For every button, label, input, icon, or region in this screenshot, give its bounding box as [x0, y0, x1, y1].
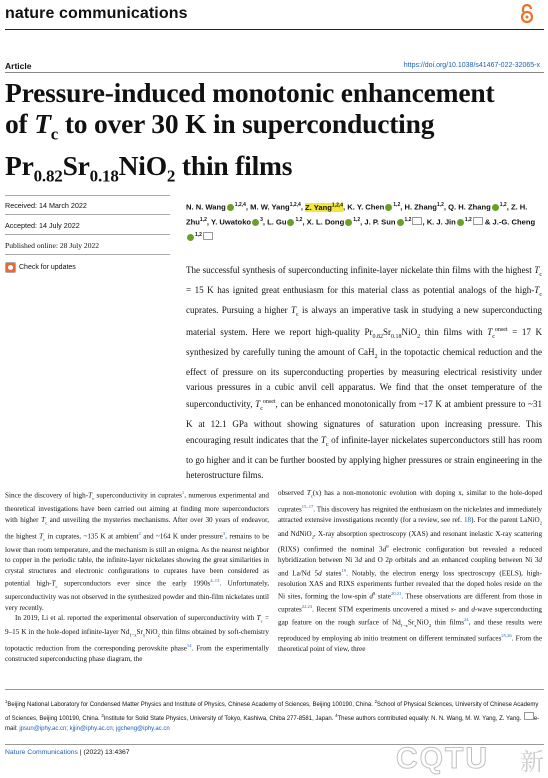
sidebar-rule	[5, 234, 170, 235]
published-date: Published online: 28 July 2022	[5, 241, 100, 250]
footer-citation: Nature Communications | (2022) 13:4367	[5, 749, 130, 756]
body-column-left: Since the discovery of high-$T_c$ superconductivity in cuprates$^1$, numerous experimental and theoretical investigations have been carried out aiming at finding more superconductors with higher $T_c$ and unveiling the mysteries mechanisms. After over 30 years of endeavor, the highest $T_c$ in cuprates, ~135 K at ambient$^2$ and ~164 K under pressure$^3$, remains to be lower than room temperature, and the mechanism is still an enigma. As the nearest neighbor to copper in the periodic table, the infinite-layer nickelates showing the great similarities in crystal structures and electronic configurations to cuprates have been considered as potential high-$T_c$ superconductors ever since the early 1990s$^{4-13}$. Unfortunately, superconductivity was not observed in the synthesized powder and thin-film nickelates until very recently. In 2019, Li et al. reported the experimental observation of superconductivity with $T_c = 9-15$ K in the hole-doped infinite-layer $Nd_{1-x}Sr_xNiO_2$ thin films obtained by soft-chemistry topotactic reduction from the corresponding perovskite phase$^{14}$. From the experimentally constructed superconducting phase diagram, the	[5, 490, 270, 663]
highlighted-author: Z. Yang$^{1,2,4}$	[305, 202, 344, 212]
title-line-1: Pressure-induced monotonic enhancement	[5, 77, 495, 108]
orcid-icon	[345, 219, 352, 226]
orcid-icon	[252, 219, 259, 226]
abstract: The successful synthesis of superconducting infinite-layer nickelate thin films with the highest $T_c = 15$ K has ignited great enthusiasm for this material class as potential analogs of the high-$T_c$ cuprates. Pursuing a higher $T_c$ is always an imperative task in studying a new superconducting material system. Here we report high-quality $Pr_{0.82}Sr_{0.18}NiO_2$ thin films with $T_c^{onset} = 17$ K synthesized by carefully tuning the amount of CaH$_2$ in the topotactic chemical reduction and the effect of pressure on its superconducting properties by measuring electrical resistivity under various pressures in a cubic anvil cell apparatus. We find that the onset temperature of the superconductivity, $T_c^{onset}$, can be enhanced monotonically from ~17 K at ambient pressure to ~31 K at 12.1 GPa without showing signatures of saturation upon increasing pressure. This encouraging result indicates that the $T_c$ of infinite-layer nickelates superconductors still has room to go higher and it can be further boosted by applying higher pressures or strain engineering in the heterostructure films.	[186, 265, 542, 480]
email-icon	[524, 712, 534, 720]
email-icon	[203, 232, 213, 240]
title-rule	[5, 72, 544, 73]
email-links[interactable]: jpsun@iphy.ac.cn; kjjin@iphy.ac.cn; jgcheng@iphy.ac.cn	[19, 726, 170, 732]
email-icon	[473, 217, 483, 225]
footnote-rule	[5, 689, 544, 690]
open-access-icon	[519, 4, 535, 24]
title-line-2: of $T_c$ to over 30 K in superconducting	[5, 108, 435, 144]
orcid-icon	[227, 204, 234, 211]
title-line-3: $Pr_{0.82}Sr_{0.18}NiO_2$ thin films	[5, 149, 293, 185]
orcid-icon	[457, 219, 464, 226]
author-list: N. N. Wang $^{1,2,4}$, M. W. Yang$^{1,2,4}$, Z. Yang$^{1,2,4}$, K. Y. Chen $^{1,2}$, H. Zhang$^{1,2}$, Q. H. Zhang $^{1,2}$, Z. H. Zhu$^{1,2}$, Y. Uwatoko $^3$, L. Gu $^{1,2}$, X. L. Dong $^{1,2}$, J. P. Sun $^{1,2}$ , K. J. Jin $^{1,2}$ & J.-G. Cheng$^{1,2}$	[186, 199, 542, 244]
sidebar-rule	[5, 254, 170, 255]
body-column-right: observed $T_c(x)$ has a non-monotonic evolution with doping x, similar to the hole-doped cuprates$^{15-17}$. This discovery has reignited the enthusiasm on the nickelates and immediately attracted extensive investigations recently (for a review, see ref. 18). For the parent LaNiO$_2$ and NdNiO$_2$, X-ray absorption spectroscopy (XAS) and resonant inelastic X-ray scattering (RIXS) confirmed the nominal $3d^9$ electronic configuration but revealed a reduced hybridization between Ni 3d and O 2p orbitals and an enhanced coupling between Ni 3d and La/Nd 5d states$^{19}$. Notably, the electron energy loss spectroscopy (EELS), high-resolution XAS and RIXS experiments further revealed that the doped holes reside on the Ni sites, forming the low-spin $d^8$ state$^{20,21}$. These observations are different from those in cuprates$^{22,23}$. Recent STM experiments uncovered a mixed s- and d-wave superconducting gap feature on the rough surface of $Nd_{1-x}Sr_xNiO_2$ thin films$^{24}$, and these results were reproduced by employing ab initio treatment on different terminated surfaces$^{25,26}$. From the theoretical point of view, three	[278, 489, 543, 653]
watermark: CQTU	[396, 742, 489, 775]
sidebar-rule	[5, 214, 170, 215]
orcid-icon	[492, 204, 499, 211]
orcid-icon	[187, 234, 194, 241]
accepted-date: Accepted: 14 July 2022	[5, 221, 80, 230]
received-date: Received: 14 March 2022	[5, 201, 87, 210]
orcid-icon	[287, 219, 294, 226]
email-icon	[412, 217, 422, 225]
journal-name: nature communications	[5, 5, 188, 22]
affiliations: $^1$Beijing National Laboratory for Condensed Matter Physics and Institute of Physics, Chinese Academy of Sciences, Beijing 100190, China. $^2$School of Physical Sciences, University of Chinese Academy of Sciences, Beijing 100190, China. $^3$Institute for Solid State Physics, University of Tokyo, Kashiwa, Chiba 277-8581, Japan. $^4$These authors contributed equally: N. N. Wang, M. W. Yang, Z. Yang. e-mail: jpsun@iphy.ac.cn; kjjin@iphy.ac.cn; jgcheng@iphy.ac.cn	[5, 699, 540, 732]
check-updates-button[interactable]: Check for updates	[5, 262, 76, 273]
check-updates-icon	[5, 262, 16, 273]
orcid-icon	[397, 219, 404, 226]
orcid-icon	[385, 204, 392, 211]
sidebar-rule	[5, 195, 170, 196]
doi-link[interactable]: https://doi.org/10.1038/s41467-022-32065-x	[403, 62, 540, 69]
article-type: Article	[5, 61, 32, 71]
header-rule	[5, 29, 544, 30]
article-title	[5, 77, 540, 191]
watermark-glyph: 新	[520, 749, 544, 776]
